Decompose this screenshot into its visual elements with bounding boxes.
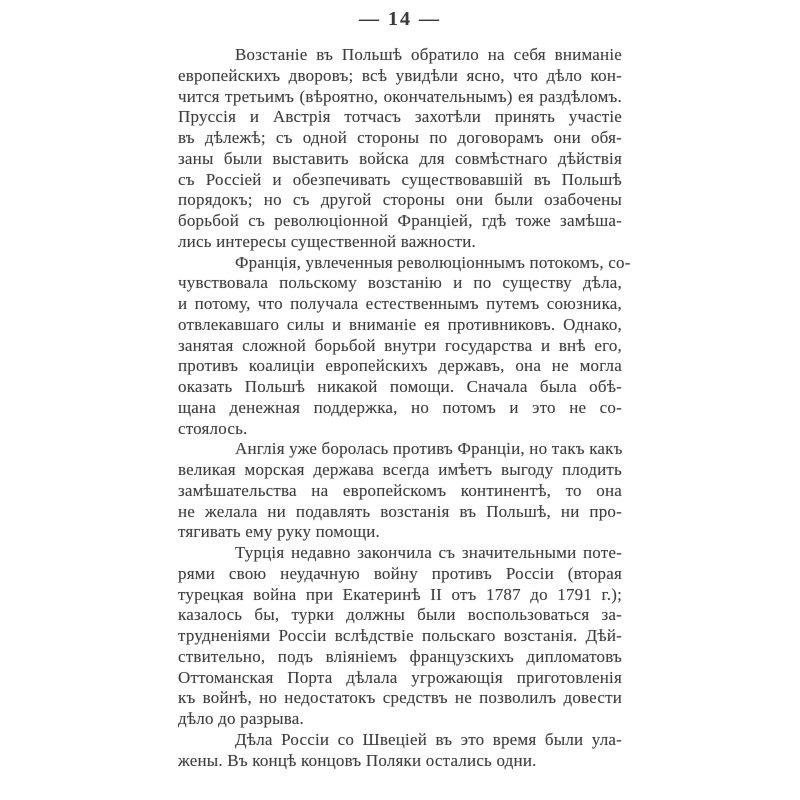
text-line: не желала ни подавлять возстанія въ Польшѣ, ни про- [178,501,622,521]
text-line: къ войнѣ, но недостатокъ средствъ не позволилъ довести [178,688,622,708]
text-line: Возстаніе въ Польшѣ обратило на себя вниманіе [235,45,622,64]
text-line: Англія уже боролась противъ Франціи, но такъ какъ [235,439,623,459]
text-line: трудненіями Россіи вслѣдствіе польскаго возстанія. Дѣй- [178,626,622,645]
text-line: Пруссія и Австрія тотчасъ захотѣли принять участіе [178,107,622,127]
text-line: оказать Польшѣ никакой помощи. Сначала была обѣ- [178,377,622,396]
text-line: съ Россіей и обезпечивать существовавшій въ Польшѣ [178,169,622,189]
text-line: турецкая война при Екатеринѣ II отъ 1787 до 1791 г.); [178,584,622,604]
text-line: противъ коалиціи европейскихъ державъ, она не могла [178,356,622,376]
text-line: въ дѣлежѣ; съ одной стороны по договорамъ они обя- [178,128,622,147]
text-line: борьбой съ революціонной Франціей, гдѣ тоже замѣша- [178,211,622,230]
paragraph [178,439,622,543]
paragraph [178,730,622,772]
text-line: лись интересы существенной важности. [178,231,476,251]
text-line: Дѣла Россіи со Швеціей въ это время были ула- [235,729,622,749]
text-line: замѣшательства на европейскомъ континентѣ, то она [178,480,622,500]
text-line: великая морская держава всегда имѣетъ выгоду плодить [178,460,622,479]
text-line: чится третьимъ (вѣроятно, окончательнымъ) ея раздѣломъ. [178,86,622,106]
text-line: Оттоманская Порта дѣлала угрожающія приготовленія [178,667,622,687]
paragraph [178,543,622,730]
text-line: дѣло до разрыва. [178,709,304,728]
text-line: щана денежная поддержка, но потомъ и это не со- [178,397,622,417]
text-line: порядокъ; но съ другой стороны они были озабочены [178,190,622,210]
page-number: — 14 — [359,8,441,30]
text-line: жены. Въ концѣ концовъ Поляки остались одни. [178,750,537,770]
text-line: рями свою неудачную войну противъ Россіи (вторая [178,563,622,583]
text-line: Турція недавно закончила съ значительными поте- [235,543,622,562]
text-line: ствительно, подъ вліяніемъ французскихъ дипломатовъ [178,646,622,666]
text-line: европейскихъ дворовъ; всѣ увидѣли ясно, что дѣло кон- [178,65,622,85]
text-line: и потому, что получала естественнымъ путемъ союзника, [178,294,622,313]
text-line: отвлекавшаго силы и вниманіе ея противниковъ. Однако, [178,314,622,334]
paragraph [178,45,622,253]
text-line: Франція, увлеченныя революціоннымъ потокомъ, со- [235,252,631,272]
text-line: чувствовала польскому возстанію и по существу дѣла, [178,273,622,293]
text-line: тягивать ему руку помощи. [178,522,381,542]
paragraph [178,252,631,440]
text-line: занятая сложной борьбой внутри государства и внѣ его, [178,335,622,355]
text-line: заны были выставить войска для совмѣстнаго дѣйствія [178,148,622,168]
text-line: казалось бы, турки должны были воспользоваться за- [178,605,622,625]
text-block [178,45,631,771]
text-line: стоялось. [178,418,248,438]
